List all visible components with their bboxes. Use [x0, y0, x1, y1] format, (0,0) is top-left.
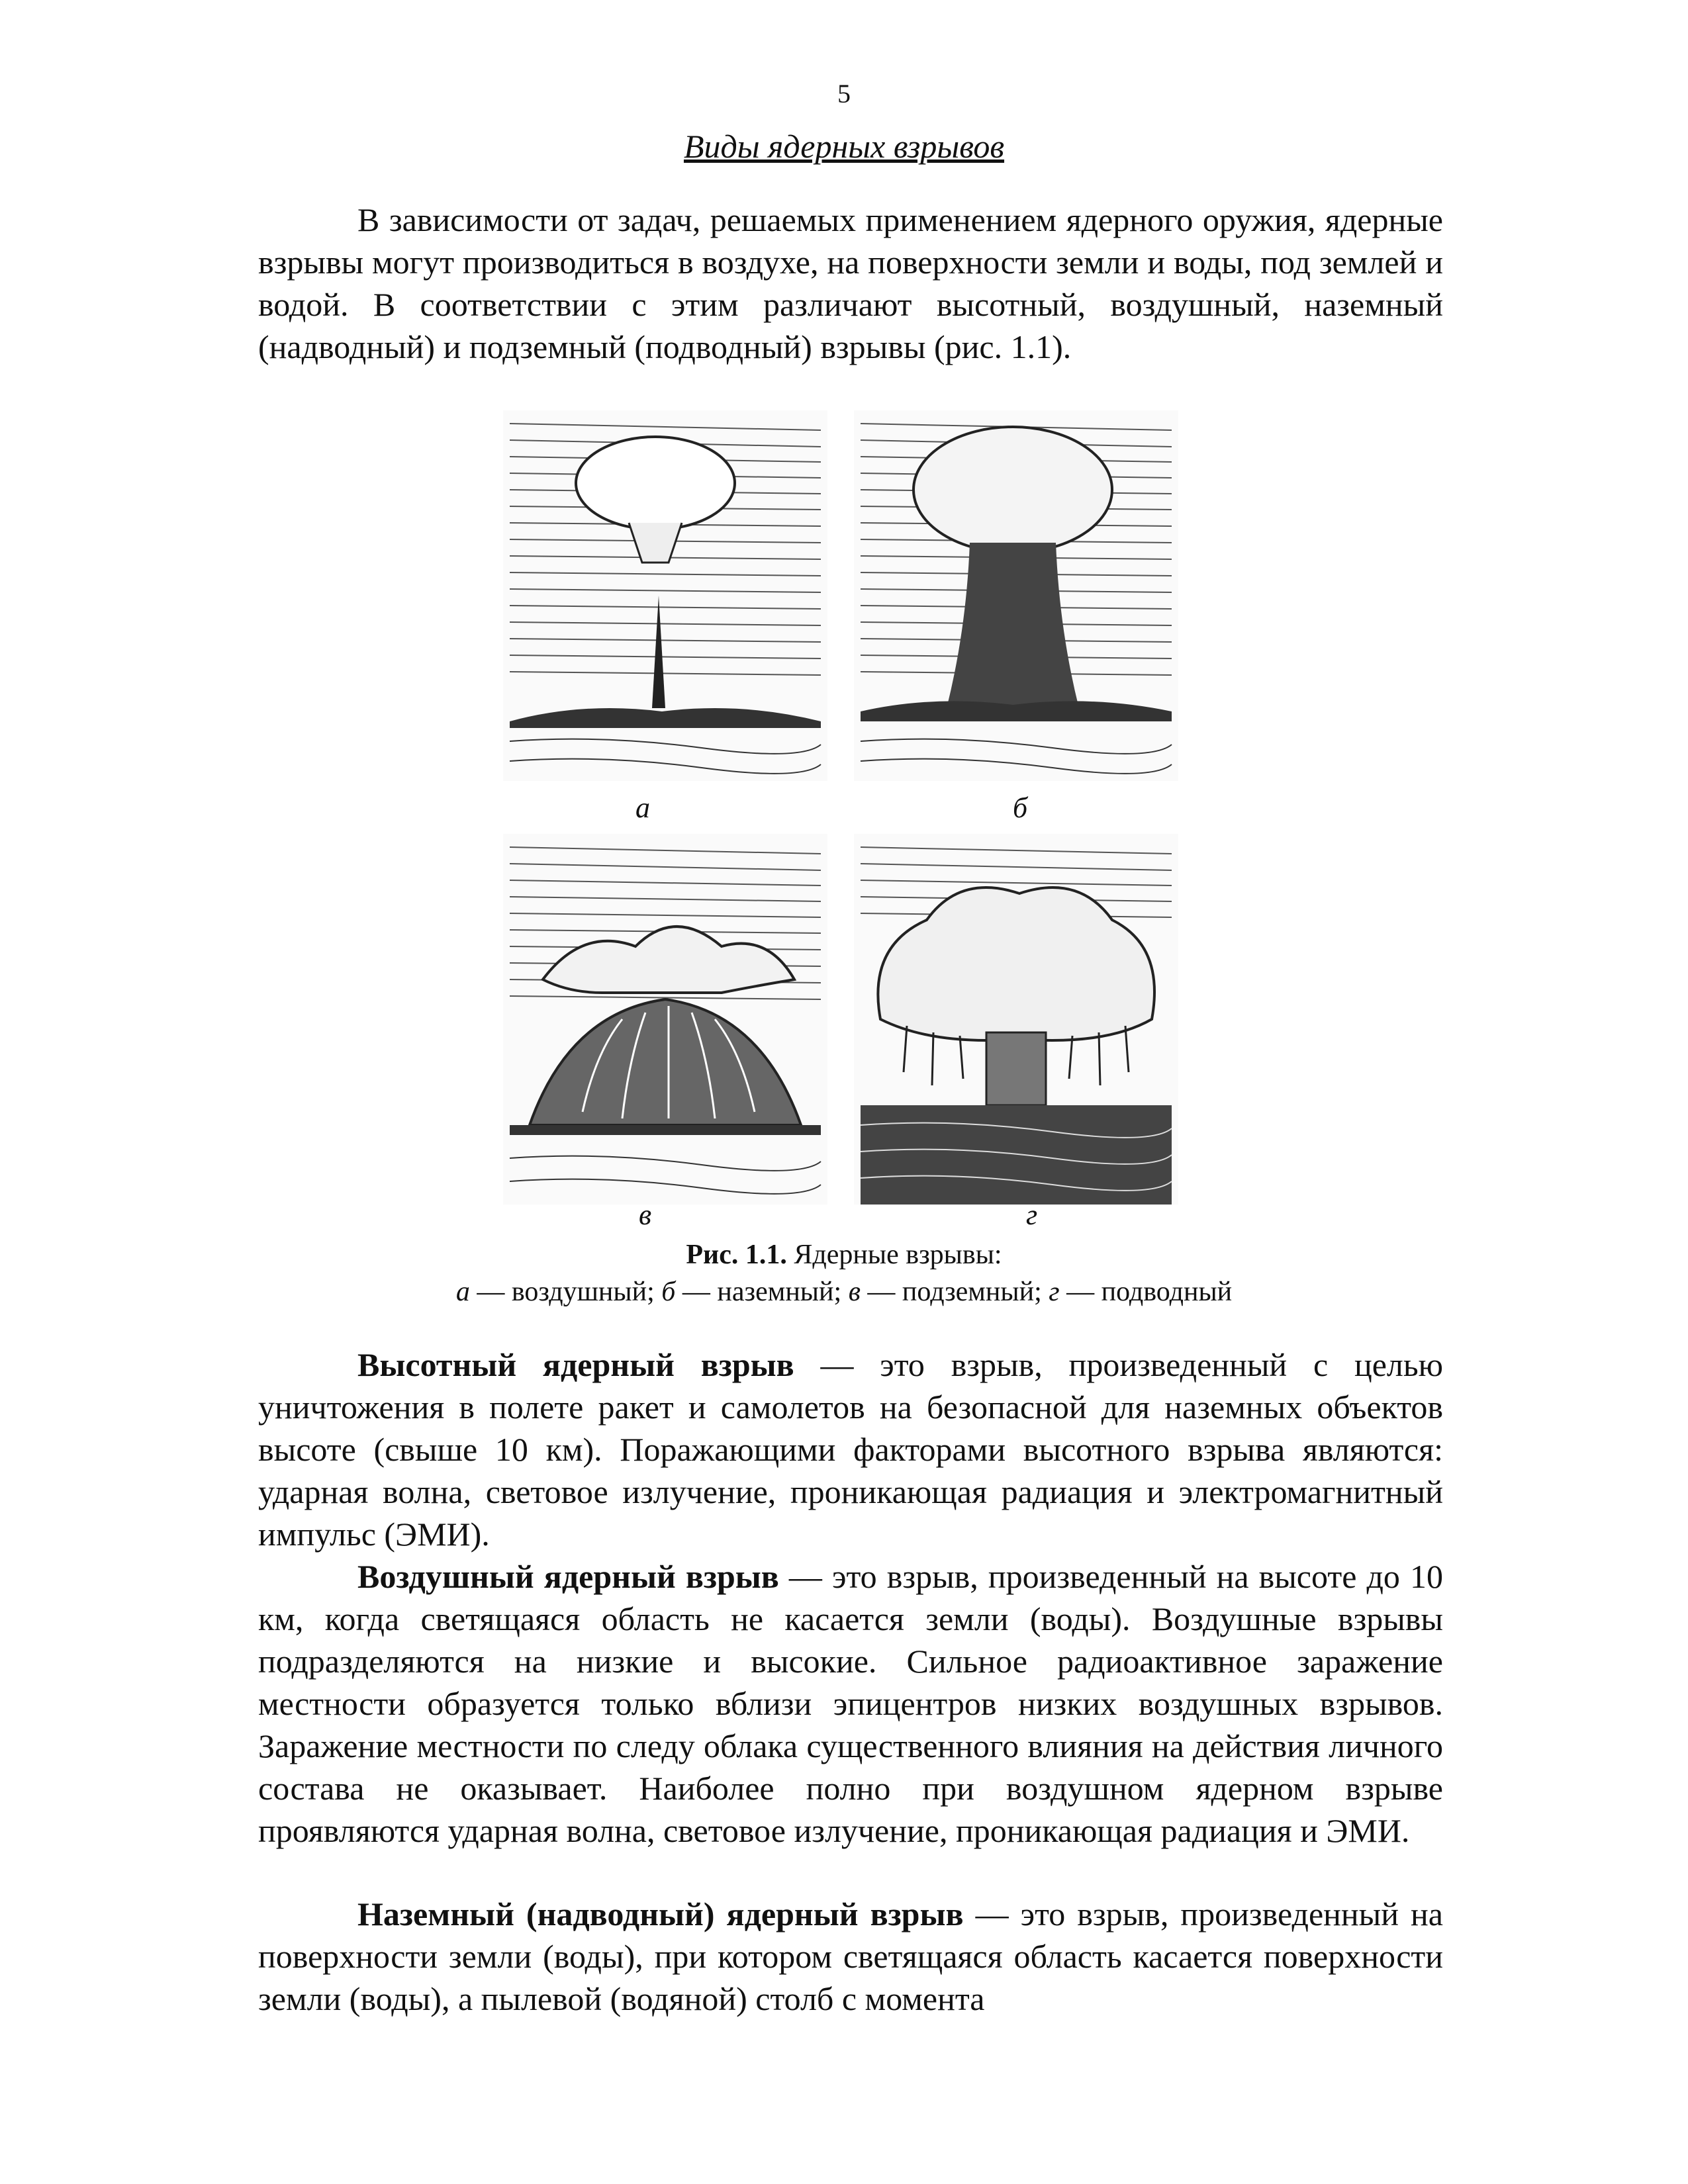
panel-underwater-burst	[854, 834, 1178, 1205]
figure-nuclear-explosions	[503, 410, 1178, 1231]
panel-label-v: в	[639, 1199, 652, 1231]
page-number: 5	[837, 79, 851, 109]
text-air-burst: — это взрыв, произведенный на высоте до 10 км, когда светящаяся область не касается земли (воды). Воздушные взрывы подразделяются на низкие и высокие. Сильное радиоактивное заражение местности образуется только вблизи эпицентров низких воздушных взрывов. Заражение местности по следу облака существенного влияния на действия личного состава не оказывает. Наиболее полно при воздушном ядерном взрыве проявляются ударная волна, световое излучение, проникающая радиация и ЭМИ.	[258, 1558, 1443, 1849]
term-ground-burst: Наземный (надводный) ядерный взрыв	[357, 1895, 964, 1933]
panel-ground-burst	[854, 410, 1178, 781]
legend-letter-b: б	[661, 1277, 676, 1307]
caption-line-1	[0, 1236, 1688, 1273]
term-air-burst: Воздушный ядерный взрыв	[357, 1558, 779, 1595]
text-ground-burst: — это взрыв, произведенный на поверхности земли (воды), при котором светящаяся область касается поверхности земли (воды), а пылевой (водяной) столб с момента	[258, 1895, 1444, 2017]
section-title: Виды ядерных взрывов	[683, 128, 1005, 165]
caption-title: Ядерные взрывы:	[794, 1240, 1002, 1270]
term-high-altitude: Высотный ядерный взрыв	[357, 1346, 794, 1383]
paragraph-air-burst	[258, 1555, 1443, 1852]
legend-letter-v: в	[848, 1277, 861, 1307]
legend-text-b: наземный	[717, 1277, 834, 1307]
panel-label-b: б	[1013, 792, 1028, 824]
legend-text-a: воздушный	[511, 1277, 647, 1307]
paragraph-ground-burst	[258, 1893, 1443, 2020]
legend-text-g: подводный	[1101, 1277, 1233, 1307]
text-high-altitude: — это взрыв, произведенный с целью уничтожения в полете ракет и самолетов на безопасной для наземных объектов высоте (свыше 10 км). Поражающими факторами высотного взрыва являются: ударная волна, световое излучение, проникающая радиация и электромагнитный импульс (ЭМИ).	[258, 1346, 1444, 1553]
intro-paragraph: В зависимости от задач, решаемых применением ядерного оружия, ядерные взрывы могут производиться в воздухе, на поверхности земли и воды, под землей и водой. В соответствии с этим различают высотный, воздушный, наземный (надводный) и подземный (подводный) взрывы (рис. 1.1).	[258, 201, 1443, 365]
panel-label-a: а	[635, 792, 650, 824]
legend-text-v: подземный	[902, 1277, 1035, 1307]
panel-underground-burst	[503, 834, 827, 1205]
panel-label-g: г	[1026, 1199, 1038, 1231]
caption-number: Рис. 1.1.	[686, 1240, 787, 1270]
legend-letter-g: г	[1049, 1277, 1060, 1307]
caption-line-2: а — воздушный; б — наземный; в — подземный; г — подводный	[455, 1277, 1233, 1307]
figure-caption	[0, 1236, 1688, 1310]
legend-letter-a: а	[455, 1277, 470, 1307]
paragraph-high-altitude	[258, 1343, 1443, 1555]
panel-air-burst	[503, 410, 827, 781]
